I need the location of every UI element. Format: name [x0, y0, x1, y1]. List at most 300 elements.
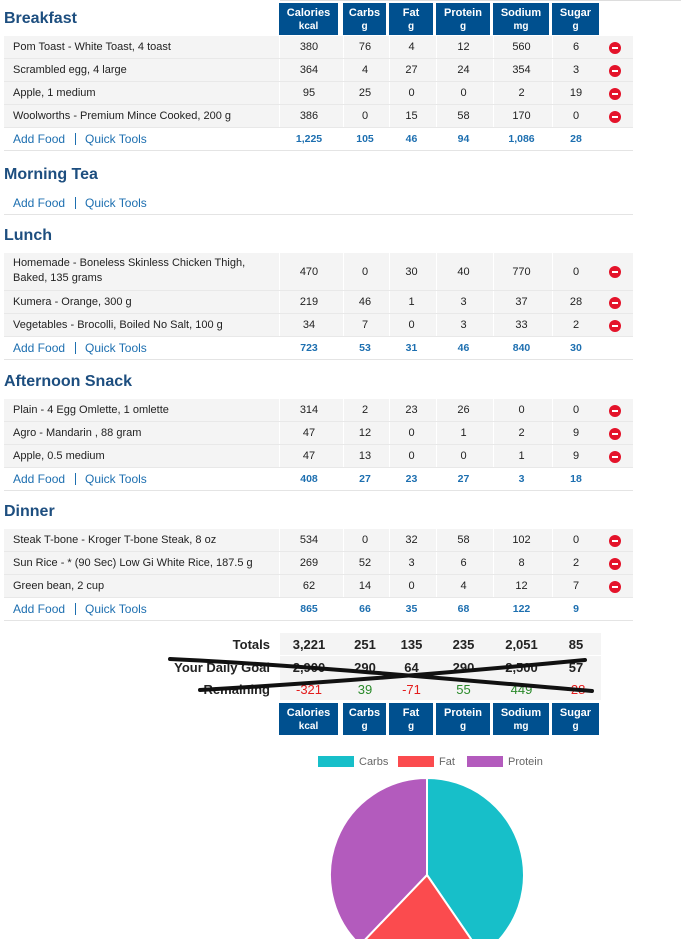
col-header-calories [279, 703, 338, 735]
column-divider [389, 36, 390, 58]
column-divider [493, 552, 494, 574]
meal-title-breakfast: Breakfast [4, 10, 77, 27]
column-divider [552, 253, 553, 290]
food-name[interactable]: Homemade - Boneless Skinless Chicken Thigh, [13, 257, 246, 269]
link-separator [75, 342, 76, 354]
nutrient-value: 9 [572, 427, 580, 439]
nutrient-value: 6 [460, 557, 467, 569]
column-divider [279, 291, 280, 313]
nutrient-value: 1 [408, 296, 415, 308]
column-divider [389, 105, 390, 127]
column-divider [279, 422, 280, 444]
summary-value: 2,500 [505, 660, 538, 675]
meal-total-value: 18 [570, 473, 582, 485]
nutrient-value: 47 [302, 450, 316, 462]
column-divider [552, 445, 553, 467]
food-name[interactable]: Steak T-bone - Kroger T-bone Steak, 8 oz [13, 534, 217, 546]
column-divider [436, 422, 437, 444]
quick-tools-link[interactable]: Quick Tools [85, 472, 147, 486]
nutrient-value: 3 [408, 557, 415, 569]
summary-label-totals: Totals [232, 637, 270, 652]
column-divider [436, 399, 437, 421]
col-header-unit: g [361, 21, 368, 32]
food-row [4, 59, 633, 82]
meal-total-value: 723 [300, 342, 318, 354]
nutrient-value: 12 [457, 41, 470, 53]
meal-title-lunch: Lunch [4, 227, 52, 244]
column-divider [389, 399, 390, 421]
food-name[interactable]: Vegetables - Brocolli, Boiled No Salt, 100 g [13, 319, 223, 331]
column-divider [436, 105, 437, 127]
nutrient-value: 0 [361, 110, 369, 122]
nutrient-value: 76 [358, 41, 372, 53]
meal-total-value: 53 [359, 342, 371, 354]
column-divider [343, 445, 344, 467]
column-divider [552, 399, 553, 421]
nutrient-value: 4 [361, 64, 369, 76]
column-divider [436, 529, 437, 551]
food-name[interactable]: Green bean, 2 cup [13, 580, 105, 592]
legend-label-protein: Protein [508, 756, 543, 768]
column-divider [493, 445, 494, 467]
macro-pie-chart [300, 748, 560, 939]
link-separator [75, 197, 76, 209]
food-name-line2[interactable]: Baked, 135 grams [13, 272, 103, 284]
nutrient-value: 15 [405, 110, 418, 122]
meal-actions-row [4, 192, 633, 215]
top-border [280, 0, 681, 1]
nutrient-value: 9 [572, 450, 580, 462]
nutrient-value: 23 [405, 404, 418, 416]
column-divider [279, 82, 280, 104]
nutrient-value: 32 [405, 534, 418, 546]
nutrient-value: 102 [512, 534, 531, 546]
summary-label-goal: Your Daily Goal [174, 660, 270, 675]
column-divider [389, 445, 390, 467]
column-divider [552, 575, 553, 597]
column-divider [493, 399, 494, 421]
column-divider [436, 59, 437, 81]
col-header-name: Carbs [348, 707, 381, 719]
summary-value: 2,051 [505, 637, 538, 652]
nutrient-value: 52 [358, 557, 372, 569]
summary-value: 57 [568, 660, 584, 675]
meal-total-value: 30 [570, 342, 582, 354]
nutrient-value: 3 [460, 319, 467, 331]
food-row [4, 314, 633, 337]
nutrient-value: 4 [460, 580, 467, 592]
col-header-name: Sodium [500, 707, 542, 719]
delete-entry-icon[interactable] [609, 558, 621, 570]
food-row [4, 82, 633, 105]
link-separator [75, 133, 76, 145]
column-divider [552, 552, 553, 574]
meal-total-value: 865 [300, 603, 318, 615]
col-header-name: Fat [402, 7, 420, 19]
summary-value: 290 [452, 660, 475, 675]
column-divider [389, 314, 390, 336]
column-divider [343, 59, 344, 81]
meal-total-value: 31 [405, 342, 418, 354]
column-divider [389, 575, 390, 597]
column-divider [493, 291, 494, 313]
column-divider [493, 82, 494, 104]
nutrient-value: 0 [572, 110, 580, 122]
food-name[interactable]: Kumera - Orange, 300 g [13, 296, 132, 308]
food-name[interactable]: Agro - Mandarin , 88 gram [13, 427, 142, 439]
food-row [4, 422, 633, 445]
meal-total-value: 68 [457, 603, 470, 615]
meal-total-value: 35 [405, 603, 418, 615]
nutrient-value: 46 [358, 296, 372, 308]
column-divider [552, 314, 553, 336]
col-header-sodium [493, 3, 549, 35]
column-divider [436, 314, 437, 336]
meal-total-value: 27 [359, 473, 371, 485]
col-header-carbs [343, 703, 386, 735]
nutrient-value: 30 [405, 265, 418, 278]
column-divider [552, 529, 553, 551]
summary-value: -28 [566, 682, 586, 697]
delete-entry-icon[interactable] [609, 111, 621, 123]
column-divider [552, 422, 553, 444]
nutrient-value: 2 [361, 404, 369, 416]
legend-swatch-protein[interactable] [467, 756, 503, 767]
column-divider [279, 253, 280, 290]
column-divider [279, 59, 280, 81]
add-food-link[interactable]: Add Food [13, 472, 66, 486]
meal-actions-row [4, 468, 633, 491]
legend-swatch-carbs[interactable] [318, 756, 354, 767]
summary-value: 135 [400, 637, 423, 652]
food-name[interactable]: Woolworths - Premium Mince Cooked, 200 g [13, 110, 232, 122]
column-divider [436, 552, 437, 574]
column-divider [279, 105, 280, 127]
nutrient-value: 19 [569, 87, 583, 99]
column-divider [343, 552, 344, 574]
delete-entry-icon[interactable] [609, 266, 621, 278]
meal-total-value: 46 [457, 342, 470, 354]
column-divider [343, 529, 344, 551]
meal-total-value: 3 [518, 473, 525, 485]
column-divider [279, 36, 280, 58]
column-divider [343, 422, 344, 444]
nutrient-value: 47 [302, 427, 316, 439]
column-divider [343, 36, 344, 58]
meal-total-value: 9 [573, 603, 579, 615]
column-divider [389, 422, 390, 444]
col-header-unit: g [572, 721, 579, 732]
nutrient-value: 0 [408, 87, 415, 99]
column-divider [493, 36, 494, 58]
nutrient-value: 2 [572, 319, 580, 331]
nutrient-value: 386 [299, 110, 319, 122]
delete-entry-icon[interactable] [609, 581, 621, 593]
nutrient-value: 28 [569, 296, 583, 308]
nutrient-value: 33 [515, 319, 528, 331]
col-header-sugar [552, 703, 599, 735]
nutrient-value: 2 [518, 427, 525, 439]
nutrient-value: 0 [361, 534, 369, 546]
column-divider [343, 82, 344, 104]
column-divider [389, 291, 390, 313]
column-divider [436, 575, 437, 597]
nutrient-value: 770 [512, 265, 531, 278]
meal-actions-row [4, 337, 633, 360]
nutrient-value: 0 [408, 427, 415, 439]
column-divider [552, 36, 553, 58]
nutrient-value: 12 [515, 580, 528, 592]
col-header-unit: g [407, 21, 415, 32]
link-separator [75, 473, 76, 485]
summary-value: 235 [452, 637, 475, 652]
nutrient-value: 0 [572, 265, 580, 278]
nutrient-value: 219 [299, 296, 319, 308]
meal-title-dinner: Dinner [4, 503, 55, 520]
nutrient-value: 14 [358, 580, 372, 592]
column-divider [389, 82, 390, 104]
nutrient-value: 269 [299, 557, 319, 569]
nutrient-value: 0 [408, 319, 415, 331]
nutrient-value: 27 [405, 64, 418, 76]
column-divider [436, 82, 437, 104]
nutrient-value: 12 [358, 427, 372, 439]
column-divider [389, 59, 390, 81]
quick-tools-link[interactable]: Quick Tools [85, 602, 147, 616]
summary-value: 290 [354, 660, 376, 675]
food-row [4, 105, 633, 128]
column-divider [436, 36, 437, 58]
col-header-name: Protein [444, 7, 482, 19]
summary-value: 251 [354, 637, 376, 652]
column-divider [493, 253, 494, 290]
col-header-name: Carbs [348, 7, 381, 19]
food-name[interactable]: Scrambled egg, 4 large [13, 64, 127, 76]
meal-actions-row [4, 598, 633, 621]
col-header-calories [279, 3, 338, 35]
column-divider [343, 253, 344, 290]
meal-total-value: 408 [300, 473, 318, 485]
col-header-sugar [552, 3, 599, 35]
col-header-carbs [343, 3, 386, 35]
nutrient-value: 0 [518, 404, 525, 416]
summary-value: 85 [568, 637, 584, 652]
column-divider [279, 575, 280, 597]
meal-total-value: 840 [512, 342, 531, 354]
nutrient-value: 314 [299, 404, 319, 416]
col-header-unit: mg [513, 721, 529, 732]
column-divider [389, 253, 390, 290]
col-header-unit: kcal [298, 721, 319, 732]
meal-total-value: 66 [359, 603, 371, 615]
nutrient-value: 34 [302, 319, 316, 331]
food-name[interactable]: Sun Rice - * (90 Sec) Low Gi White Rice, 187.5 g [13, 557, 253, 569]
nutrient-value: 58 [457, 534, 470, 546]
column-divider [279, 529, 280, 551]
meal-total-value: 23 [405, 473, 418, 485]
food-row [4, 552, 633, 575]
summary-value: 3,221 [292, 637, 326, 652]
quick-tools-link[interactable]: Quick Tools [85, 341, 147, 355]
nutrient-value: 95 [302, 87, 316, 99]
meal-total-value: 1,225 [295, 133, 323, 145]
column-divider [389, 529, 390, 551]
column-divider [343, 314, 344, 336]
column-divider [436, 253, 437, 290]
nutrient-value: 8 [518, 557, 525, 569]
meal-total-value: 105 [356, 133, 374, 145]
nutrient-value: 1 [518, 450, 525, 462]
delete-entry-icon[interactable] [609, 42, 621, 54]
column-divider [436, 291, 437, 313]
col-header-unit: g [407, 721, 415, 732]
col-header-unit: g [572, 21, 579, 32]
column-divider [552, 82, 553, 104]
meal-title-morning-tea: Morning Tea [4, 166, 98, 183]
col-header-name: Sugar [559, 707, 592, 719]
nutrient-value: 58 [457, 110, 470, 122]
col-header-unit: mg [513, 21, 529, 32]
add-food-link[interactable]: Add Food [13, 132, 66, 146]
summary-value: 2,900 [292, 660, 326, 675]
delete-entry-icon[interactable] [609, 297, 621, 309]
meal-total-value: 1,086 [508, 133, 535, 145]
legend-label-fat: Fat [439, 756, 455, 768]
food-name[interactable]: Plain - 4 Egg Omlette, 1 omlette [13, 404, 169, 416]
meal-total-value: 94 [457, 133, 470, 145]
nutrient-value: 62 [302, 580, 316, 592]
nutrient-value: 0 [408, 580, 415, 592]
col-header-unit: g [361, 721, 368, 732]
column-divider [279, 445, 280, 467]
add-food-link[interactable]: Add Food [13, 602, 66, 616]
nutrient-value: 560 [512, 41, 531, 53]
food-row [4, 399, 633, 422]
nutrient-value: 364 [299, 64, 319, 76]
nutrient-value: 26 [457, 404, 470, 416]
col-header-name: Calories [286, 707, 331, 719]
delete-entry-icon[interactable] [609, 320, 621, 332]
col-header-name: Fat [402, 707, 420, 719]
meal-actions-row [4, 128, 633, 151]
column-divider [493, 575, 494, 597]
nutrient-value: 0 [361, 265, 369, 278]
column-divider [343, 575, 344, 597]
column-divider [343, 291, 344, 313]
legend-swatch-fat[interactable] [398, 756, 434, 767]
column-divider [552, 59, 553, 81]
col-header-unit: kcal [298, 21, 319, 32]
delete-entry-icon[interactable] [609, 451, 621, 463]
column-divider [493, 422, 494, 444]
nutrient-value: 3 [572, 64, 580, 76]
column-divider [552, 105, 553, 127]
delete-entry-icon[interactable] [609, 405, 621, 417]
col-header-name: Calories [286, 7, 331, 19]
nutrient-value: 3 [460, 296, 467, 308]
nutrient-value: 0 [460, 450, 467, 462]
summary-value: 449 [510, 682, 533, 697]
summary-value: -71 [402, 682, 421, 697]
delete-entry-icon[interactable] [609, 428, 621, 440]
add-food-link[interactable]: Add Food [13, 196, 66, 210]
meal-total-value: 27 [457, 473, 470, 485]
nutrient-value: 0 [408, 450, 415, 462]
col-header-fat [389, 3, 433, 35]
column-divider [493, 105, 494, 127]
column-divider [493, 314, 494, 336]
delete-entry-icon[interactable] [609, 535, 621, 547]
nutrient-value: 170 [512, 110, 531, 122]
nutrient-value: 0 [460, 87, 467, 99]
nutrient-value: 2 [572, 557, 580, 569]
nutrient-value: 37 [515, 296, 528, 308]
col-header-unit: g [459, 721, 467, 732]
col-header-unit: g [459, 21, 467, 32]
column-divider [552, 291, 553, 313]
column-divider [436, 445, 437, 467]
nutrient-value: 4 [408, 41, 415, 53]
column-divider [493, 529, 494, 551]
nutrient-value: 534 [299, 534, 319, 546]
col-header-name: Protein [444, 707, 482, 719]
meal-title-afternoon-snack: Afternoon Snack [4, 373, 133, 390]
add-food-link[interactable]: Add Food [13, 341, 66, 355]
food-name[interactable]: Apple, 1 medium [13, 87, 96, 99]
delete-entry-icon[interactable] [609, 65, 621, 77]
col-header-fat [389, 703, 433, 735]
quick-tools-link[interactable]: Quick Tools [85, 132, 147, 146]
meal-total-value: 28 [570, 133, 582, 145]
nutrient-value: 470 [299, 265, 319, 278]
col-header-protein [436, 3, 490, 35]
col-header-name: Sugar [559, 7, 592, 19]
nutrient-value: 25 [358, 87, 372, 99]
col-header-protein [436, 703, 490, 735]
column-divider [279, 399, 280, 421]
food-row [4, 445, 633, 468]
quick-tools-link[interactable]: Quick Tools [85, 196, 147, 210]
food-row [4, 36, 633, 59]
nutrient-value: 380 [299, 41, 319, 53]
food-row [4, 291, 633, 314]
food-name[interactable]: Pom Toast - White Toast, 4 toast [13, 41, 171, 53]
nutrient-value: 0 [572, 404, 580, 416]
food-name[interactable]: Apple, 0.5 medium [13, 450, 105, 462]
col-header-sodium [493, 703, 549, 735]
nutrient-value: 7 [572, 580, 580, 592]
food-row [4, 575, 633, 598]
nutrient-value: 13 [358, 450, 372, 462]
column-divider [279, 314, 280, 336]
summary-value: -321 [295, 682, 323, 697]
food-row [4, 253, 633, 291]
nutrient-value: 6 [572, 41, 580, 53]
column-divider [343, 105, 344, 127]
nutrient-value: 2 [518, 87, 525, 99]
column-divider [279, 552, 280, 574]
nutrient-value: 24 [457, 64, 470, 76]
food-row [4, 529, 633, 552]
link-separator [75, 603, 76, 615]
nutrient-value: 40 [457, 265, 470, 278]
nutrient-value: 354 [512, 64, 531, 76]
delete-entry-icon[interactable] [609, 88, 621, 100]
column-divider [343, 399, 344, 421]
col-header-name: Sodium [500, 7, 542, 19]
summary-value: 39 [357, 682, 373, 697]
summary-value: 64 [404, 660, 419, 675]
